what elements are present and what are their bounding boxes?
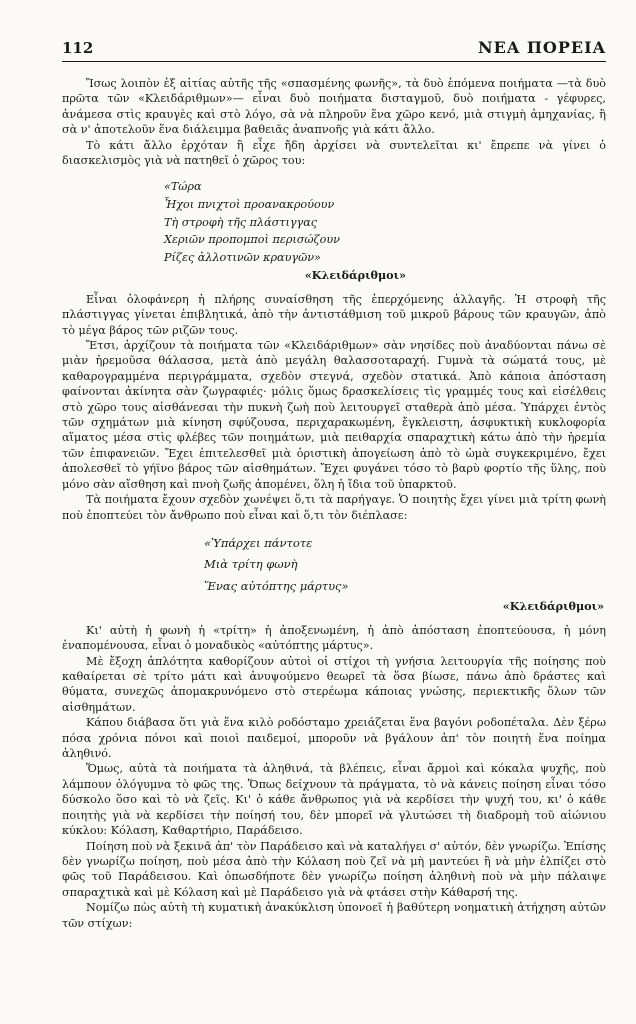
- poem-quote: [62, 533, 606, 615]
- poem-line: Ρίζες ἀλλοτινῶν κραυγῶν»: [164, 250, 321, 264]
- poem-line: Μιὰ τρίτη φωνὴ: [204, 557, 298, 572]
- paragraph: Τὸ κάτι ἄλλο ἐρχόταν ἢ εἶχε ἤδη ἀρχίσει νὰ συντελεῖται κι' ἔπρεπε νὰ γίνει ὁ διασκελισμὸς γιὰ νὰ πατηθεῖ ὁ χῶρος του:: [62, 138, 606, 168]
- poem-line: Ἕνας αὐτόπτης μάρτυς»: [204, 578, 349, 593]
- poem-quote: [62, 178, 606, 283]
- page-number: 112: [62, 39, 94, 57]
- paragraph: Κάπου διάβασα ὅτι γιὰ ἕνα κιλὸ ροδόσταμο χρειάζεται ἕνα βαγόνι ροδοπέταλα. Δὲν ξέρω πόσα χρόνια πόνοι καὶ ποιοὶ παιδεμοί, μποροῦν νὰ βγάλουν ἀπ' τὸν ποιητὴ ἕνα ποίημα ἀληθινό.: [62, 716, 606, 761]
- paragraph: Ἴσως λοιπὸν ἐξ αἰτίας αὐτῆς τῆς «σπασμένης φωνῆς», τὰ δυὸ ἑπόμενα ποιήματα —τὰ δυὸ πρῶτα τῶν «Κλειδάριθμων»— εἶναι δυὸ ποιήματα δισταγμοῦ, δυὸ ποιήματα - γέφυρες, ἀνάμεσα στὶς κραυγὲς καὶ στὸ λόγο, σὰ νὰ πληροῦν ἕνα χῶρο κενό, μιὰ στιγμὴ ἀμηχανίας, ἢ σὰ ν' ἀποτελοῦν ἕνα διάλειμμα βαθειᾶς ἀναπνοῆς γιὰ κάτι ἄλλο.: [62, 77, 606, 137]
- paragraph: Νομίζω πὼς αὐτὴ τὴ κυματικὴ ἀνακύκλιση ὑπονοεῖ ἡ βαθύτερη νοηματικὴ ἀτήχηση αὐτῶν τῶν στίχων:: [62, 901, 606, 930]
- poem-line: «Τώρα: [164, 180, 202, 194]
- poem-source: «Κλειδάριθμοι»: [502, 599, 604, 614]
- poem-line: Χεριῶν προπομποὶ περισώζουν: [164, 233, 340, 247]
- poem-line: «Ὑπάρχει πάντοτε: [204, 535, 313, 550]
- paragraph: Τὰ ποιήματα ἔχουν σχεδὸν χωνέψει ὅ,τι τὰ παρήγαγε. Ὁ ποιητὴς ἔχει γίνει μιὰ τρίτη φωνὴ ποὺ ἐποπτεύει τὸν ἄνθρωπο ποὺ εἶναι καὶ ὅ,τι τὸν διέπλασε:: [62, 493, 606, 522]
- paragraph: Εἶναι ὁλοφάνερη ἡ πλήρης συναίσθηση τῆς ἐπερχόμενης ἀλλαγῆς. Ἡ στροφὴ τῆς πλάστιγγας γίνεται ἐπιβλητικά, ἀπὸ τὴν ἀντιστάθμιση τοῦ μικροῦ βάρους τῶν κραυγῶν, ἀπὸ τὸ μέγα βάρος τῶν ριζῶν τους.: [62, 292, 606, 337]
- paragraph: Ὅμως, αὐτὰ τὰ ποιήματα τὰ ἀληθινά, τὰ βλέπεις, εἶναι ἄρμοὶ καὶ κόκαλα ψυχῆς, ποὺ λάμπουν ὁλόγυμνα τὸ φῶς της. Ὅπως δείχνουν τὰ πράγματα, τὸ νὰ κάνεις ποίηση εἶναι τόσο δύσκολο ὅσο καὶ τὸ νὰ ζεῖς. Κι' ὁ κάθε ἄνθρωπος γιὰ νὰ κερδίσει τὴν ψυχή του, κι' ὁ κάθε ποιητὴς γιὰ νὰ κερδίσει τὴν ποίησή του, δὲν μπορεῖ νὰ γλυτώσει τὴ διαδρομὴ τοῦ αἰώνιου κύκλου: Κόλαση, Καθαρτήριο, Παράδεισο.: [62, 762, 606, 838]
- poem-line: Ἦχοι πνιχτοὶ προανακρούουν: [164, 198, 335, 212]
- paragraph: Ποίηση ποὺ νὰ ξεκινᾶ ἀπ' τὸν Παράδεισο καὶ νὰ καταλήγει σ' αὐτόν, δὲν γνωρίζω. Ἐπίσης δὲν γνωρίζω ποίηση, ποὺ μέσα ἀπὸ τὴν Κόλαση ποὺ ζεῖ νὰ μὴ μαντεύει ἢ νὰ μὴν ἐλπίζει στὸ φῶς τοῦ Παράδεισου. Καὶ ὁπωσδήποτε δὲν γνωρίζω ποίηση ἀληθινὴ ποὺ νὰ μὴν πάλαιψε σπαραχτικὰ καὶ μὲ Κόλαση καὶ μὲ Παράδεισο γιὰ νὰ φτάσει στὴν Κάθαρσή της.: [62, 839, 606, 899]
- poem-source: «Κλειδάριθμοι»: [304, 268, 406, 283]
- paragraph: Κι' αὐτὴ ἡ φωνὴ ἡ «τρίτη» ἡ ἀποξενωμένη, ἡ ἀπὸ ἀπόσταση ἐποπτεύουσα, ἡ μόνη ἐναπομένουσα, εἶναι ὁ μοναδικὸς «αὐτόπτης μάρτυς».: [62, 623, 606, 653]
- running-title: ΝΕΑ ΠΟΡΕΙΑ: [478, 38, 606, 57]
- paragraph: Μὲ ἔξοχη ἁπλότητα καθορίζουν αὐτοὶ οἱ στίχοι τὴ γνήσια λειτουργία τῆς ποίησης ποὺ καθαίρεται σὲ τρίτο μάτι καὶ ἀνυψούμενο θεωρεῖ τὰ ὅσα βίωσε, πάνω ἀπὸ δράστες καὶ θύματα, συνεχῶς ἀπομακρυνόμενο στὸ στερέωμα κάποιας γνώσης, περιεκτικῆς ὅλων τῶν αἰσθημάτων.: [62, 654, 606, 714]
- article-body: [62, 76, 606, 931]
- poem-line: Τὴ στροφὴ τῆς πλάστιγγας: [164, 215, 318, 229]
- paragraph: Ἔτσι, ἀρχίζουν τὰ ποιήματα τῶν «Κλειδάριθμων» σὰν νησίδες ποὺ ἀναδύονται πάνω σὲ μιὰν ἠρεμοῦσα θάλασσα, μετὰ ἀπὸ μεγάλη θαλασσοταραχή. Γυμνὰ τὰ σώματά τους, μὲ καθαρογραμμένα περιγράμματα, σχεδὸν στεγνά, σχεδὸν στατικά. Ἀπὸ κάποια ἀπόσταση φαίνονται ἀκίνητα σὰν ζωγραφιές· μόλις ὅμως δρασκελίσεις τὶς γραμμές τους καὶ εἰσέλθεις στὸ χῶρο τους αἰσθάνεσαι τὴν πυκνὴ ζωὴ ποὺ λειτουργεῖ σταθερὰ ἀπὸ μέσα. Ὑπάρχει ἐντὸς τῶν σχημάτων μιὰ κίνηση σφύζουσα, περιχαρακωμένη, ἔγκλειστη, ἀσφυκτικὴ κυκλοφορία αἵματος μέσα στὶς φλέβες τῶν ποιημάτων, μιὰ πειθαρχία σπαραχτικὴ κάτω ἀπὸ τὴν ἠρεμία τῶν ἐπιφανειῶν. Ἔχει ἐπιτελεσθεῖ μιὰ ὁριστικὴ ἀπογείωση ἀπὸ τὸ ὠμὰ συγκεκριμένο, ἔχει ἀπολεσθεῖ τὸ γήϊνο βάρος τῶν αἰσθημάτων. Ἔχει φυγάνει τόσο τὸ βαρὺ φορτίο τῆς ὕλης, ποὺ μόνο σὰν αἴσθηση καὶ πνοὴ ζωῆς ἀπομένει, ὅλη ἡ ἴδια τοῦ ὑπαρκτοῦ.: [62, 339, 606, 491]
- running-header: [62, 38, 606, 62]
